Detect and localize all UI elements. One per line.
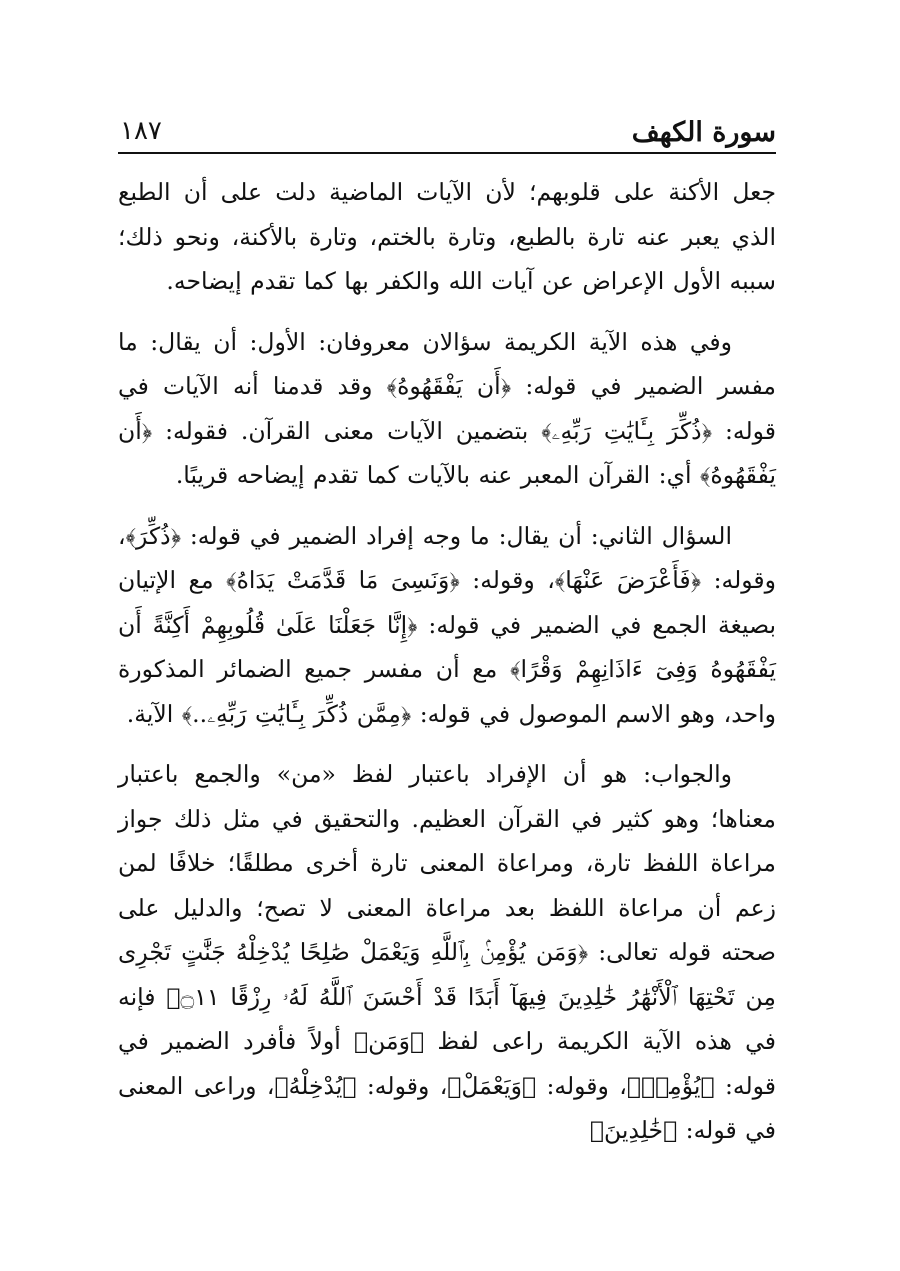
page-body	[118, 170, 776, 1153]
paragraph-3: السؤال الثاني: أن يقال: ما وجه إفراد الضمير في قوله: ﴿ذُكِّرَ﴾، وقوله: ﴿فَأَعْرَضَ عَنْهَا﴾، وقوله: ﴿وَنَسِىَ مَا قَدَّمَتْ يَدَاهُ﴾ مع الإتيان بصيغة الجمع في الضمير في قوله: ﴿إِنَّا جَعَلْنَا عَلَىٰ قُلُوبِهِمْ أَكِنَّةً أَن يَفْقَهُوهُ وَفِىٓ ءَاذَانِهِمْ وَقْرًا﴾ مع أن مفسر جميع الضمائر المذكورة واحد، وهو الاسم الموصول في قوله: ﴿مِمَّن ذُكِّرَ بِـَٔايَٰتِ رَبِّهِۦ..﴾ الآية.	[118, 521, 776, 728]
page-header	[118, 108, 776, 154]
surah-title: سورة الكهف	[631, 117, 776, 148]
page-number: ١٨٧	[120, 116, 162, 146]
paragraph-4: والجواب: هو أن الإفراد باعتبار لفظ «من» والجمع باعتبار معناها؛ وهو كثير في القرآن العظيم. والتحقيق في مثل ذلك جواز مراعاة اللفظ تارة، ومراعاة المعنى تارة أخرى مطلقًا؛ خلافًا لمن زعم أن مراعاة اللفظ بعد مراعاة المعنى لا تصح؛ والدليل على صحته قوله تعالى: ﴿وَمَن يُؤْمِنۢ بِٱللَّهِ وَيَعْمَلْ صَٰلِحًا يُدْخِلْهُ جَنَّٰتٍ تَجْرِى مِن تَحْتِهَا ٱلْأَنْهَٰرُ خَٰلِدِينَ فِيهَآ أَبَدًا قَدْ أَحْسَنَ ٱللَّهُ لَهُۥ رِزْقًا ۝١١﴾ فإنه في هذه الآية الكريمة راعى لفظ ﴿وَمَن﴾ أولاً فأفرد الضمير في قوله: ﴿يُؤْمِنۢ﴾، وقوله: ﴿وَيَعْمَلْ﴾، وقوله: ﴿يُدْخِلْهُ﴾، وراعى المعنى في قوله: ﴿خَٰلِدِينَ﴾	[118, 760, 776, 1144]
paragraph-2: وفي هذه الآية الكريمة سؤالان معروفان: الأول: أن يقال: ما مفسر الضمير في قوله: ﴿أَن يَفْقَهُوهُ﴾ وقد قدمنا أنه الآيات في قوله: ﴿ذُكِّرَ بِـَٔايَٰتِ رَبِّهِۦ﴾ بتضمين الآيات معنى القرآن. فقوله: ﴿أَن يَفْقَهُوهُ﴾ أي: القرآن المعبر عنه بالآيات كما تقدم إيضاحه قريبًا.	[118, 327, 776, 489]
paragraph-1: جعل الأكنة على قلوبهم؛ لأن الآيات الماضية دلت على أن الطبع الذي يعبر عنه تارة بالطبع، وتارة بالختم، وتارة بالأكنة، ونحو ذلك؛ سببه الأول الإعراض عن آيات الله والكفر بها كما تقدم إيضاحه.	[118, 178, 776, 295]
book-page	[118, 108, 776, 1153]
